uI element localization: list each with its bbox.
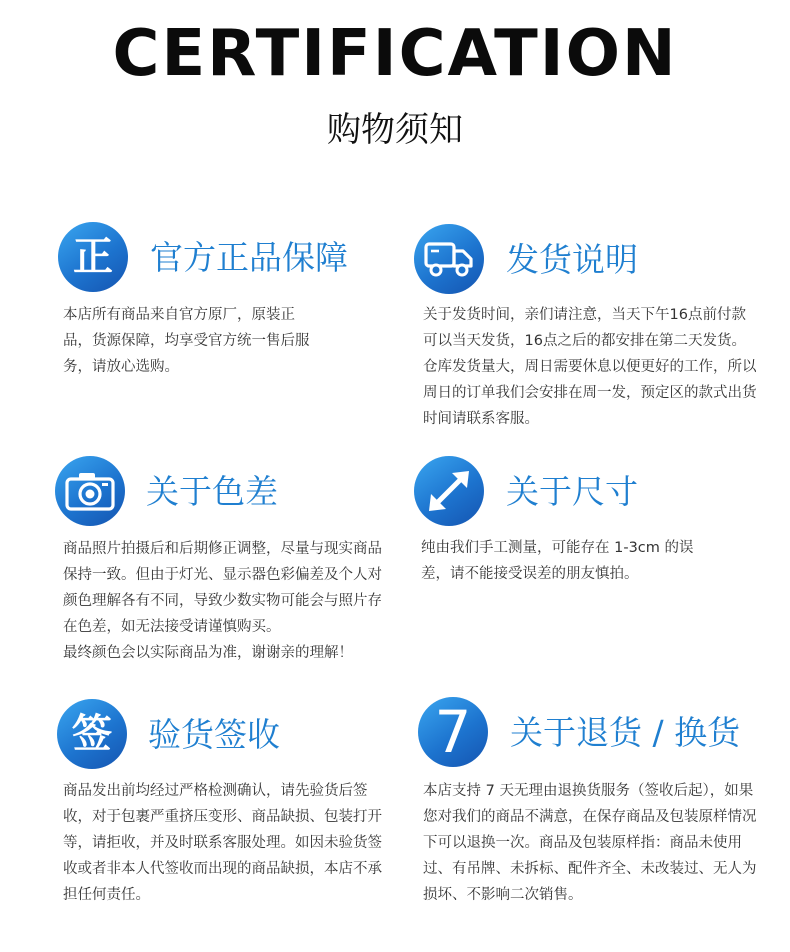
section-body-extra: 最终颜色会以实际商品为准，谢谢亲的理解！	[63, 645, 353, 661]
section-body: 纯由我们手工测量，可能存在 1-3cm 的误差，请不能接受误差的朋友慎拍。	[421, 540, 694, 582]
section-heading: 官方正品保障	[150, 238, 348, 277]
double-arrow-graphic	[425, 467, 473, 515]
section-heading: 关于退货 / 换货	[510, 713, 741, 752]
section-heading: 关于尺寸	[506, 472, 638, 511]
section-heading: 发货说明	[506, 240, 638, 279]
delivery-truck-icon	[414, 224, 484, 294]
section-body-wrap	[63, 536, 383, 666]
page-subtitle: 购物须知	[327, 110, 463, 150]
section-body: 商品照片拍摄后和后期修正调整，尽量与现实商品保持一致。但由于灯光、显示器色彩偏差及个人对颜色理解各有不同，导致少数实物可能会与照片存在色差，如无法接受请谨慎购买。	[63, 541, 382, 635]
section-body: 本店所有商品来自官方原厂，原装正品，货源保障，均享受官方统一售后服务，请放心选购。	[63, 307, 310, 375]
section-body: 商品发出前均经过严格检测确认，请先验货后签收，对于包裹严重挤压变形、商品缺损、包装打开等，请拒收，并及时联系客服处理。如因未验货签收或者非本人代签收而出现的商品缺损，本店不承担任何责任。	[63, 783, 382, 903]
section-body: 本店支持 7 天无理由退换货服务（签收后起），如果您对我们的商品不满意，在保存商品及包装原样情况下可以退换一次。商品及包装原样指：商品未使用过、有吊牌、未拆标、配件齐全、未改装过、无人为损坏、不影响二次销售。	[423, 783, 757, 903]
number-seven-icon: 7	[418, 697, 488, 767]
section-heading: 验货签收	[148, 715, 280, 754]
page-title: CERTIFICATION	[112, 17, 678, 91]
camera-graphic	[64, 470, 116, 512]
section-body: 关于发货时间，亲们请注意，当天下午16点前付款可以当天发货，16点之后的都安排在第二天发货。仓库发货量大，周日需要休息以便更好的工作，所以周日的订单我们会安排在周一发，预定区的款式出货时间请联系客服。	[423, 307, 757, 427]
double-arrow-icon	[414, 456, 484, 526]
section-heading: 关于色差	[146, 472, 278, 511]
qian-character-icon: 签	[57, 699, 127, 769]
camera-icon	[55, 456, 125, 526]
delivery-truck-graphic	[423, 239, 475, 279]
zheng-character-icon: 正	[58, 222, 128, 292]
